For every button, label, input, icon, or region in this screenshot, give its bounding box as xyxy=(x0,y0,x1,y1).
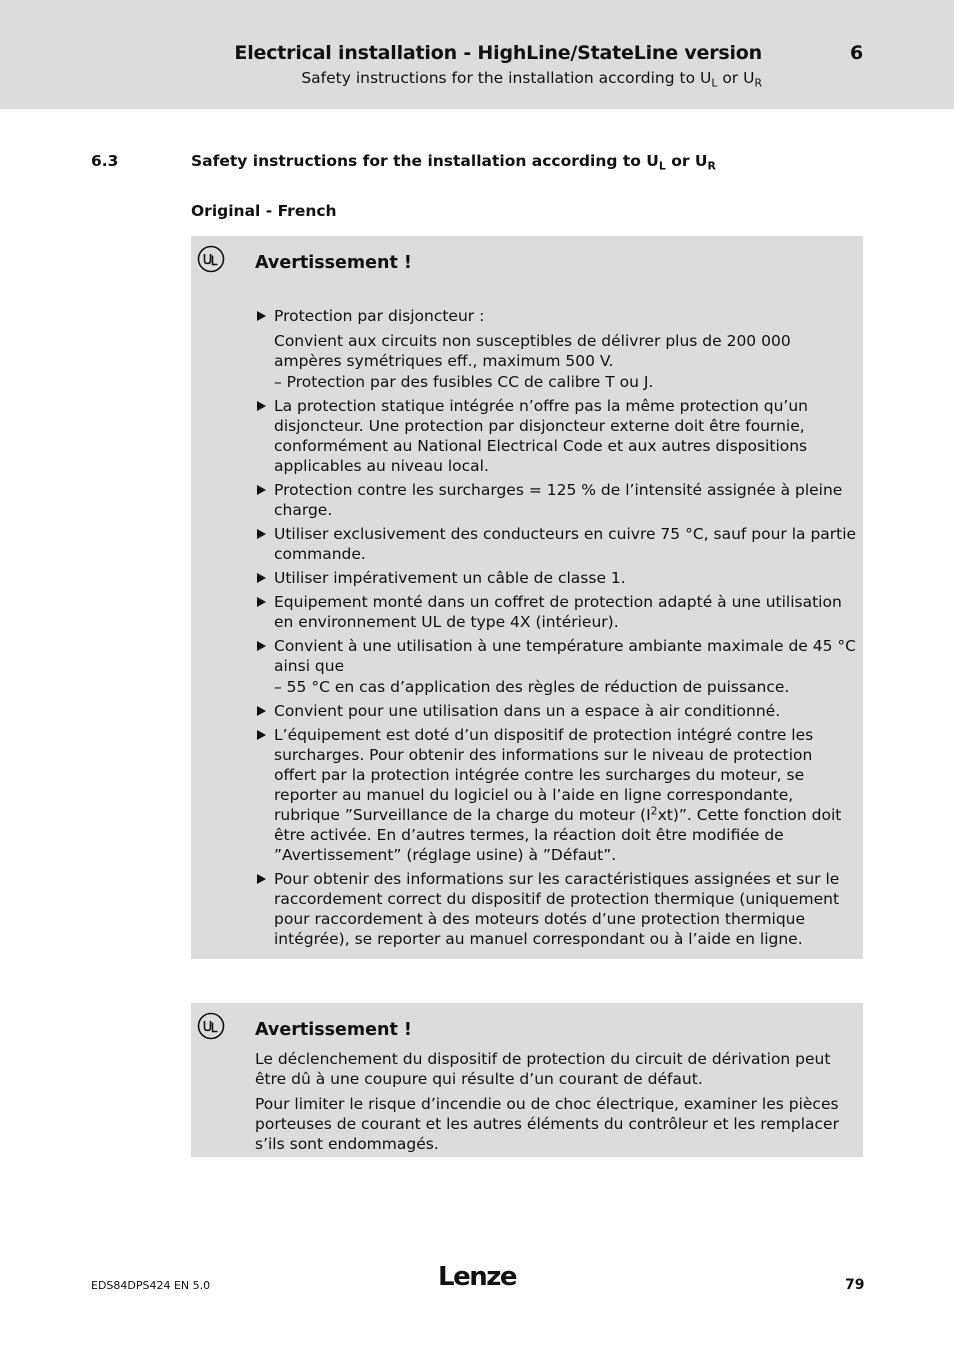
list-item: Convient à une utilisation à une température ambiante maximale de 45 °C ainsi que – 55 °C en cas d’application des règles de réduction de puissance. xyxy=(255,636,859,697)
chapter-number: 6 xyxy=(850,42,864,64)
list-item: La protection statique intégrée n’offre pas la même protection qu’un disjoncteur. Une protection par disjoncteur externe doit être fournie, conformément au National Electrical Code et aux autres dispositions applicables au niveau local. xyxy=(255,396,859,476)
page-number: 79 xyxy=(845,1277,865,1293)
safety-list xyxy=(255,306,859,953)
warning-box-2 xyxy=(191,1003,863,1157)
paragraph: Le déclenchement du dispositif de protection du circuit de dérivation peut être dû à une coupure qui résulte d’un courant de défaut. xyxy=(255,1050,831,1088)
warning-body xyxy=(255,1049,859,1154)
page-header-title: Electrical installation - HighLine/StateLine version xyxy=(234,42,762,64)
ul-listed-icon xyxy=(197,245,225,273)
warning-heading: Avertissement ! xyxy=(255,1020,412,1040)
list-item: Equipement monté dans un coffret de protection adapté à une utilisation en environnement UL de type 4X (intérieur). xyxy=(255,592,859,632)
page-header-subtitle: Safety instructions for the installation according to $U_L$ or $U_R$ xyxy=(301,69,762,90)
ul-listed-icon xyxy=(197,1012,225,1040)
lenze-logo: Lenze xyxy=(438,1262,516,1292)
document-id: EDS84DPS424 EN 5.0 xyxy=(91,1279,211,1292)
list-item: Protection contre les surcharges = 125 % de l’intensité assignée à pleine charge. xyxy=(255,480,859,520)
list-item: L’équipement est doté d’un dispositif de protection intégré contre les surcharges. Pour obtenir des informations sur le niveau de protection offert par la protection intégrée contre les surcharges du moteur, se reporter au manuel du logiciel ou à l’aide en ligne correspondante, rubrique ”Surveillance de la charge du moteur $(I^2xt)$”. Cette fonction doit être activée. En d’autres termes, la réaction doit être modifiée de ”Avertissement” (réglage usine) à ”Défaut”. xyxy=(255,725,859,865)
original-language-label: Original - French xyxy=(191,202,337,220)
warning-box-1 xyxy=(191,236,863,959)
warning-heading: Avertissement ! xyxy=(255,253,412,273)
section-number: 6.3 xyxy=(91,152,119,170)
list-item: Pour obtenir des informations sur les caractéristiques assignées et sur le raccordement correct du dispositif de protection thermique (uniquement pour raccordement à des moteurs dotés d’une protection thermique intégrée), se reporter au manuel correspondant ou à l’aide en ligne. xyxy=(255,869,859,949)
list-item: Utiliser exclusivement des conducteurs en cuivre 75 °C, sauf pour la partie commande. xyxy=(255,524,859,564)
list-item: Utiliser impérativement un câble de classe 1. xyxy=(255,568,859,588)
section-title: Safety instructions for the installation according to $U_L$ or $U_R$ xyxy=(191,152,716,173)
list-item: Convient pour une utilisation dans un a espace à air conditionné. xyxy=(255,701,859,721)
list-item: Protection par disjoncteur : Convient aux circuits non susceptibles de délivrer plus de 200 000 ampères symétriques eff., maximum 500 V. – Protection par des fusibles CC de calibre T ou J. xyxy=(255,306,859,392)
paragraph: Pour limiter le risque d’incendie ou de choc électrique, examiner les pièces porteuses de courant et les autres éléments du contrôleur et les remplacer s’ils sont endommagés. xyxy=(255,1095,839,1153)
